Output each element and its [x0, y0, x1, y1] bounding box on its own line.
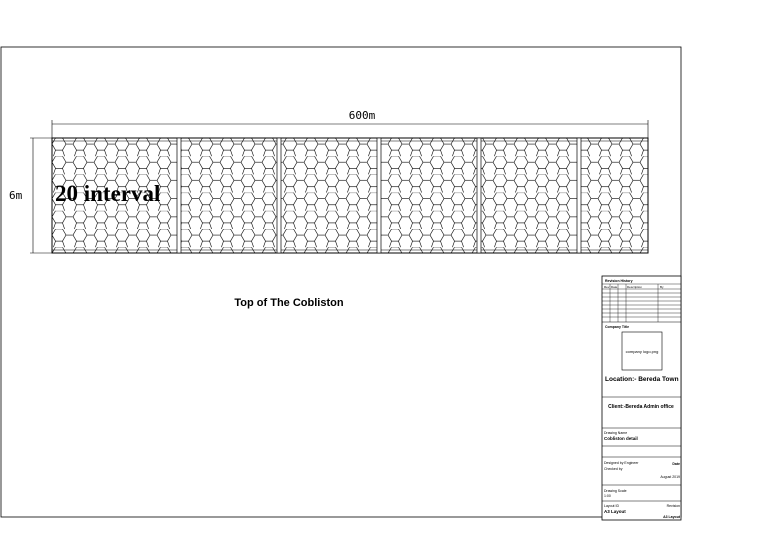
company-header: Company Title	[605, 325, 630, 329]
revision-header: Revision History	[605, 279, 633, 283]
width-dimension	[52, 109, 648, 138]
layout-value: A3 Layout	[604, 509, 626, 514]
revision-col-by: By	[660, 285, 664, 289]
date-label: Date	[672, 462, 680, 466]
sheet-border	[1, 47, 681, 517]
client-label: Client:-Bereda Admin office	[608, 404, 674, 410]
view-title: Top of The Cobliston	[234, 297, 344, 309]
width-dimension-label: 600m	[348, 109, 376, 122]
revision-col-date: Date	[611, 285, 618, 289]
drawing-name-label: Drawing Name	[604, 431, 628, 435]
interval-label: 20 interval	[55, 181, 161, 206]
revision-value: A3 Layout	[663, 515, 680, 519]
cobliston-plan	[52, 138, 648, 253]
revision-label: Revision	[666, 504, 680, 508]
scale-label: Drawing Scale	[604, 489, 627, 493]
height-dimension	[9, 138, 52, 253]
designed-by-label: Designed by Engineer	[604, 461, 639, 465]
height-dimension-label: 6m	[9, 189, 23, 202]
scale-value: 1:00	[604, 494, 611, 498]
revision-col-rev: Rev	[604, 285, 610, 289]
drawing-name-value: Cobliston detail	[604, 436, 638, 441]
company-logo-placeholder: company logo.png	[625, 349, 659, 354]
title-block	[602, 276, 681, 520]
location-label: Location:- Bereda Town	[605, 376, 679, 383]
revision-col-description: Description	[627, 285, 643, 289]
date-value: August 2019	[660, 475, 680, 479]
layout-label: Layout ID	[604, 504, 619, 508]
checked-by-label: Checked by	[604, 467, 623, 471]
